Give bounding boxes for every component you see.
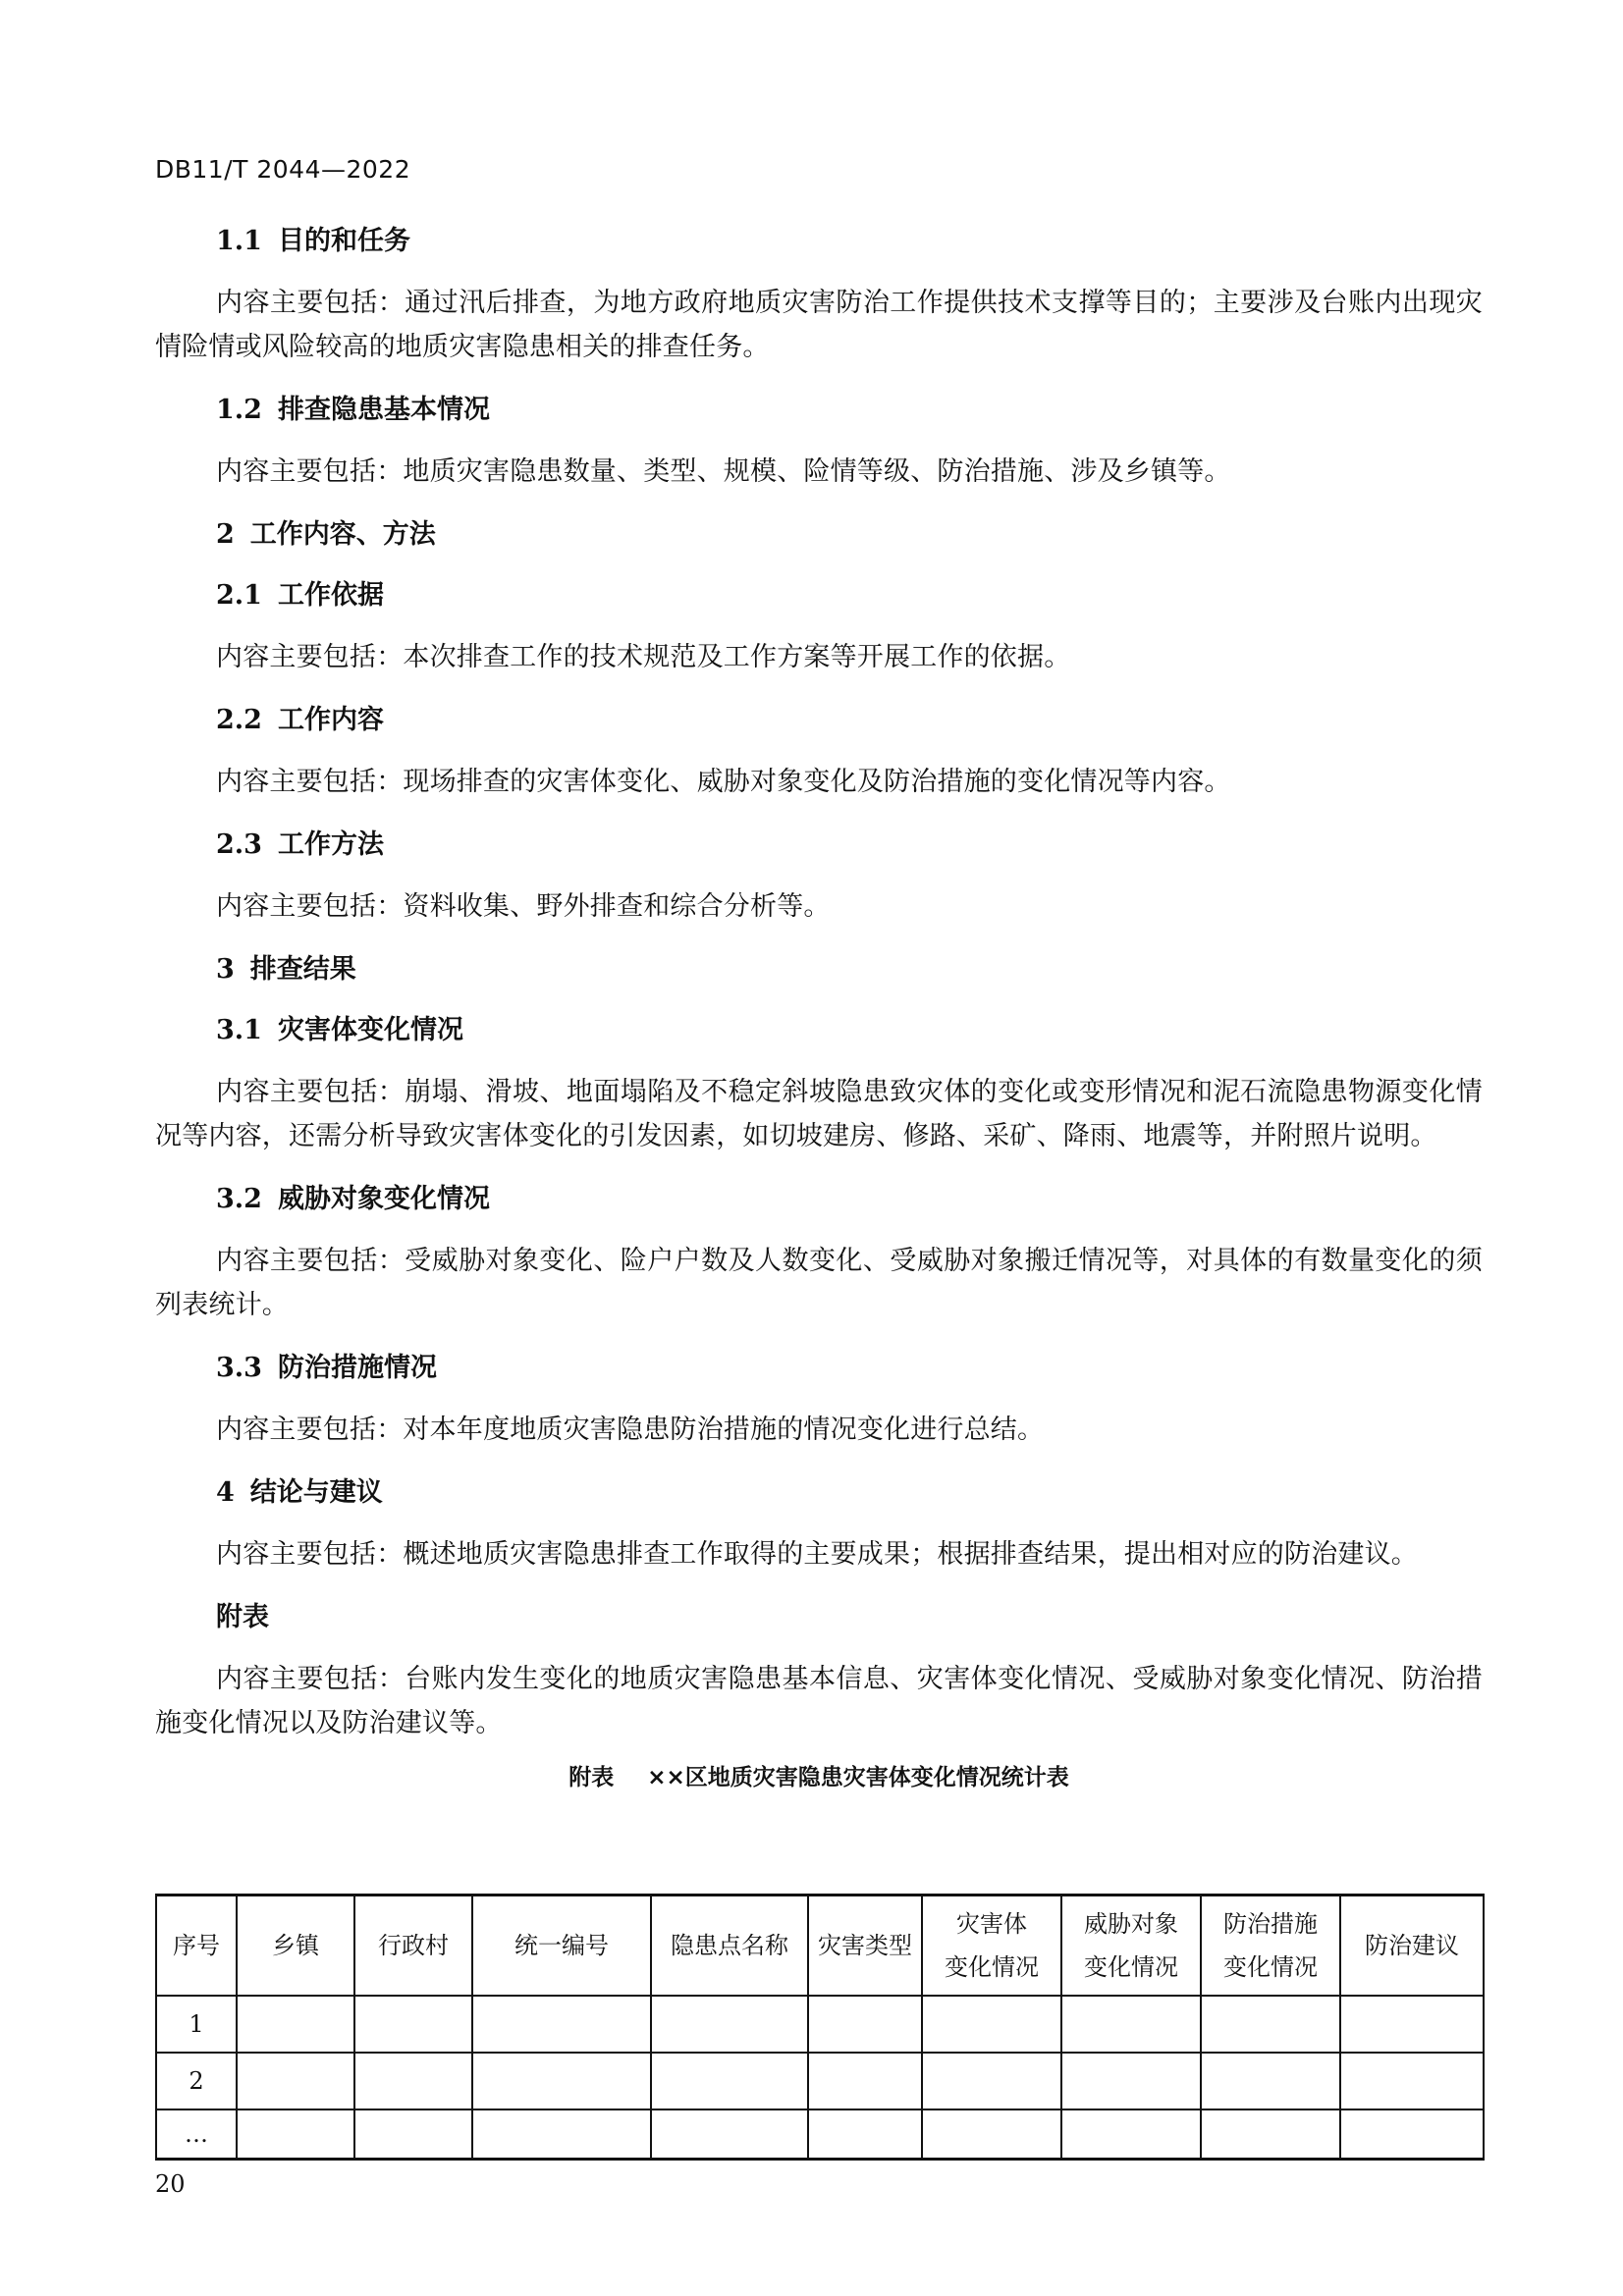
table-header-cell: [472, 1896, 651, 1997]
table-cell: [1061, 2053, 1201, 2109]
header-line: 序号: [173, 1932, 220, 1959]
table-cell: [808, 1996, 922, 2053]
section-paragraph: 内容主要包括：台账内发生变化的地质灾害隐患基本信息、灾害体变化情况、受威胁对象变化情况、防治措施变化情况以及防治建议等。: [155, 1664, 1483, 1738]
table-cell: [808, 2053, 922, 2109]
table-cell: [1340, 1996, 1484, 2053]
table-cell: [651, 2109, 808, 2160]
table-header-cell: [156, 1896, 237, 1997]
section-heading: [216, 701, 1483, 740]
section-title: 排查隐患基本情况: [277, 395, 490, 425]
table-cell: [1340, 2053, 1484, 2109]
section-heading: [216, 515, 1483, 555]
header-line: 防治建议: [1365, 1932, 1459, 1959]
table-cell: [922, 1996, 1061, 2053]
section-heading: [216, 1349, 1483, 1388]
section-heading: [216, 950, 1483, 989]
table-cell: [922, 2053, 1061, 2109]
table-cell: [237, 2109, 354, 2160]
table-header-cell: [1061, 1896, 1201, 1997]
section-paragraph: 内容主要包括：崩塌、滑坡、地面塌陷及不稳定斜坡隐患致灾体的变化或变形情况和泥石流隐患物源变化情况等内容，还需分析导致灾害体变化的引发因素，如切坡建房、修路、采矿、降雨、地震等，并附照片说明。: [155, 1077, 1483, 1151]
table-cell: [237, 2053, 354, 2109]
table-cell: [472, 1996, 651, 2053]
table-header-cell: [922, 1896, 1061, 1997]
section-paragraph: 内容主要包括：地质灾害隐患数量、类型、规模、险情等级、防治措施、涉及乡镇等。: [216, 456, 1231, 487]
header-line: 灾害类型: [818, 1932, 912, 1959]
table-row: [156, 1996, 1484, 2053]
section-title: 排查结果: [249, 954, 356, 985]
table-header-row: [156, 1896, 1484, 1997]
section-title: 结论与建议: [249, 1477, 383, 1508]
table-cell: [472, 2109, 651, 2160]
table-body: [156, 1996, 1484, 2160]
section-title: 附表: [216, 1602, 269, 1632]
table-cell: [651, 2053, 808, 2109]
header-line: 行政村: [378, 1932, 449, 1959]
section-number: 1.1: [216, 226, 262, 256]
section-heading: [216, 222, 1483, 261]
section-paragraph: 内容主要包括：对本年度地质灾害隐患防治措施的情况变化进行总结。: [216, 1415, 1045, 1445]
table-cell: 1: [156, 1996, 237, 2053]
section-number: 2: [216, 519, 235, 550]
section-number: 3: [216, 954, 235, 985]
section-paragraph: 内容主要包括：通过汛后排查，为地方政府地质灾害防治工作提供技术支撑等目的；主要涉及台账内出现灾情险情或风险较高的地质灾害隐患相关的排查任务。: [155, 288, 1483, 362]
table-cell: [1201, 2109, 1340, 2160]
section-title: 威胁对象变化情况: [277, 1184, 490, 1214]
document-body: [155, 222, 1483, 1801]
table-cell: [651, 1996, 808, 2053]
section-title: 工作内容: [277, 705, 384, 735]
table-cell: [1201, 1996, 1340, 2053]
section-heading: [216, 1180, 1483, 1219]
header-line: 变化情况: [945, 1953, 1039, 1981]
section-number: 2.1: [216, 580, 262, 611]
section-heading: [216, 576, 1483, 615]
table-cell: [922, 2109, 1061, 2160]
section-title: 灾害体变化情况: [277, 1015, 463, 1045]
section-number: 3.3: [216, 1353, 262, 1383]
header-line: 统一编号: [514, 1932, 609, 1959]
table-cell: 2: [156, 2053, 237, 2109]
section-title: 工作方法: [277, 829, 384, 860]
table-row: [156, 2053, 1484, 2109]
table-caption-prefix: 附表: [568, 1765, 615, 1790]
table-row: [156, 2109, 1484, 2160]
table-cell: [808, 2109, 922, 2160]
section-number: 4: [216, 1477, 235, 1508]
section-heading: [216, 1598, 1483, 1637]
page-number: 20: [155, 2170, 186, 2198]
section-heading: [216, 391, 1483, 430]
section-paragraph: 内容主要包括：资料收集、野外排查和综合分析等。: [216, 891, 831, 922]
section-number: 1.2: [216, 395, 262, 425]
header-line: 变化情况: [1084, 1953, 1178, 1981]
table-cell: [354, 2109, 472, 2160]
section-number: 2.3: [216, 829, 262, 860]
table-header-cell: [808, 1896, 922, 1997]
section-number: 3.1: [216, 1015, 262, 1045]
header-line: 乡镇: [272, 1932, 319, 1959]
standard-code: DB11/T 2044—2022: [155, 155, 411, 184]
table-cell: [354, 1996, 472, 2053]
statistics-table: [155, 1894, 1485, 2161]
header-line: 隐患点名称: [671, 1932, 788, 1959]
section-paragraph: 内容主要包括：本次排查工作的技术规范及工作方案等开展工作的依据。: [216, 642, 1071, 672]
section-paragraph: 内容主要包括：受威胁对象变化、险户户数及人数变化、受威胁对象搬迁情况等，对具体的有数量变化的须列表统计。: [155, 1246, 1483, 1320]
table-cell: [1340, 2109, 1484, 2160]
table-cell: [1201, 2053, 1340, 2109]
section-number: 2.2: [216, 705, 262, 735]
table-cell: [237, 1996, 354, 2053]
table-cell: [472, 2053, 651, 2109]
section-heading: [216, 826, 1483, 865]
section-paragraph: 内容主要包括：现场排查的灾害体变化、威胁对象变化及防治措施的变化情况等内容。: [216, 767, 1231, 797]
section-heading: [216, 1011, 1483, 1050]
table-cell: [1061, 2109, 1201, 2160]
table-header-cell: [1340, 1896, 1484, 1997]
table-caption: [155, 1759, 1483, 1791]
section-heading: [216, 1473, 1483, 1513]
section-title: 工作内容、方法: [249, 519, 436, 550]
table-cell: [1061, 1996, 1201, 2053]
table-caption-title: ××区地质灾害隐患灾害体变化情况统计表: [647, 1765, 1069, 1790]
header-line: 威胁对象: [1084, 1910, 1178, 1938]
table-cell: …: [156, 2109, 237, 2160]
section-paragraph: 内容主要包括：概述地质灾害隐患排查工作取得的主要成果；根据排查结果，提出相对应的防治建议。: [216, 1539, 1418, 1570]
header-line: 灾害体: [956, 1910, 1027, 1938]
table-header-cell: [1201, 1896, 1340, 1997]
table-header-cell: [237, 1896, 354, 1997]
section-title: 目的和任务: [277, 226, 410, 256]
table-header-cell: [354, 1896, 472, 1997]
table-cell: [354, 2053, 472, 2109]
table-header-cell: [651, 1896, 808, 1997]
section-number: 3.2: [216, 1184, 262, 1214]
section-title: 工作依据: [277, 580, 384, 611]
header-line: 变化情况: [1223, 1953, 1318, 1981]
header-line: 防治措施: [1223, 1910, 1318, 1938]
section-title: 防治措施情况: [277, 1353, 437, 1383]
